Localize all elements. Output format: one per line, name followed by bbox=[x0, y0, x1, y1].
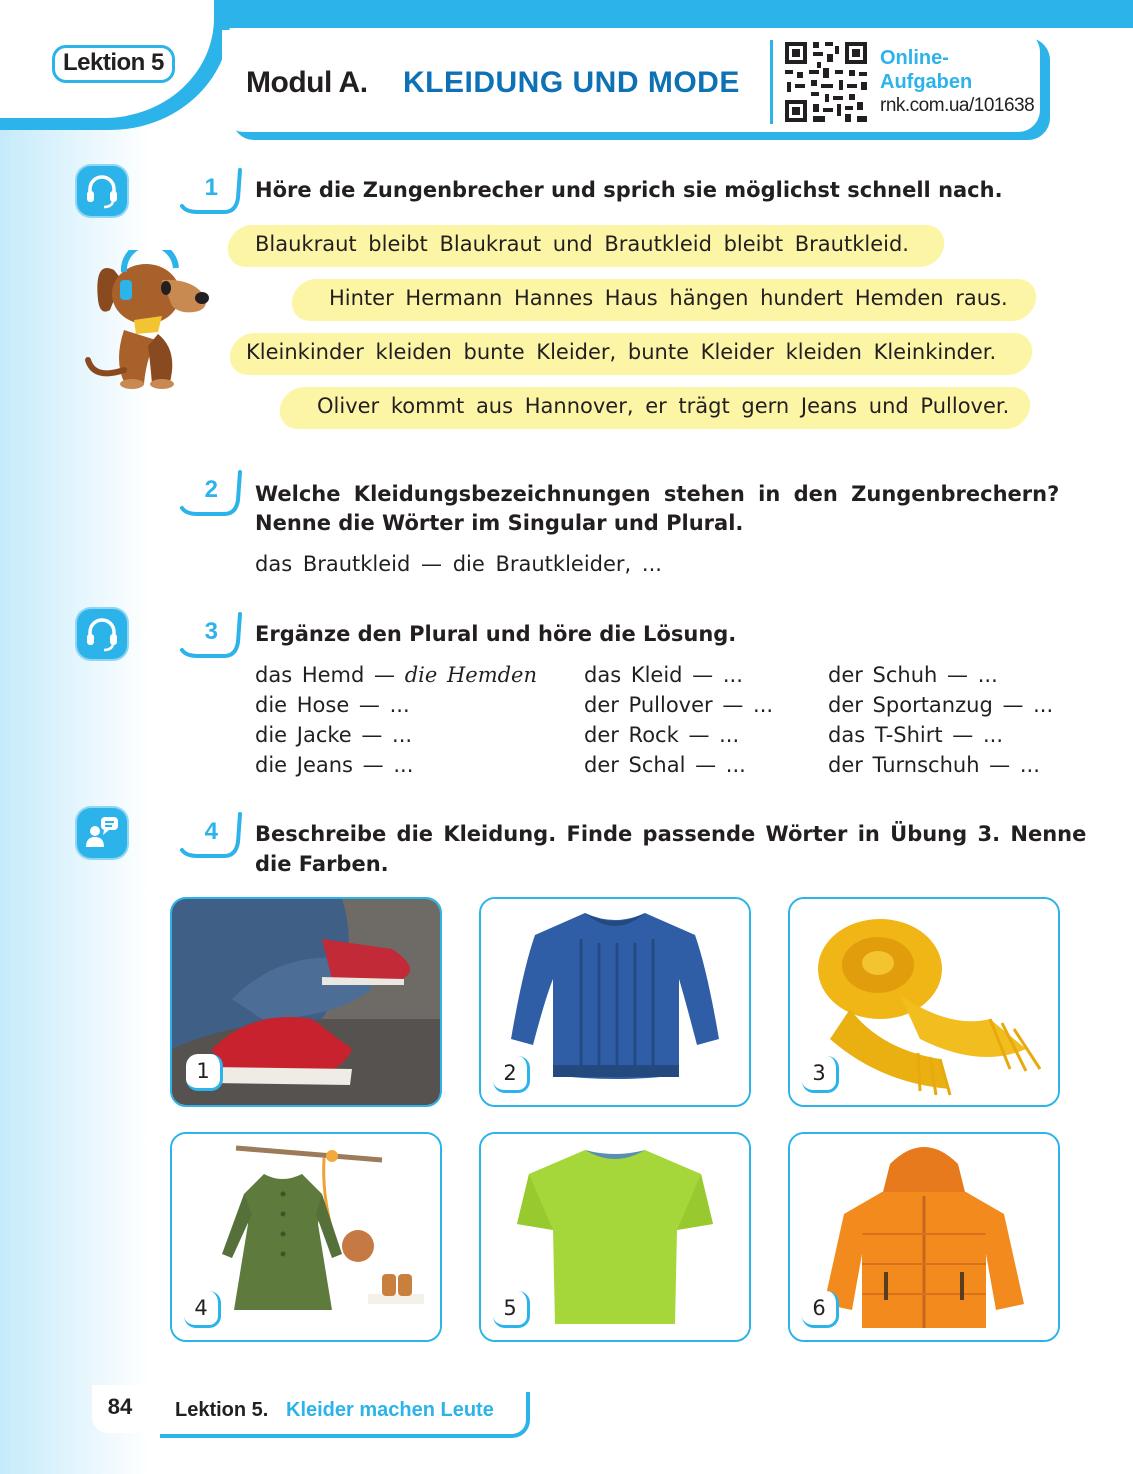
headphones-icon bbox=[77, 609, 127, 659]
list-item: der Rock — ... bbox=[584, 723, 740, 747]
module-title: KLEIDUNG UND MODE bbox=[403, 66, 740, 99]
tongue-twister-2: Hinter Hermann Hannes Haus hängen hundert Hemden raus. bbox=[329, 286, 1008, 310]
exercise-3-column-3 bbox=[828, 660, 1053, 780]
list-item: der Pullover — ... bbox=[584, 693, 774, 717]
exercise-number-3: 3 bbox=[180, 612, 240, 658]
photo-number-3: 3 bbox=[802, 1056, 839, 1093]
online-url-link[interactable]: rnk.com.ua/101638 bbox=[880, 95, 1035, 116]
tongue-twister-1: Blaukraut bleibt Blaukraut und Brautkleid bleibt Brautkleid. bbox=[255, 232, 909, 256]
exercise-number-2: 2 bbox=[180, 470, 240, 516]
exercise-4-instruction-line1: Beschreibe die Kleidung. Finde passende Wörter in Übung 3. Nenne bbox=[255, 822, 1087, 846]
photo-t-shirt bbox=[479, 1132, 751, 1342]
exercise-1-instruction: Höre die Zungenbrecher und sprich sie möglichst schnell nach. bbox=[255, 178, 1003, 202]
header-divider bbox=[770, 40, 773, 124]
tongue-twister-3: Kleinkinder kleiden bunte Kleider, bunte Kleider kleiden Kleinkinder. bbox=[246, 340, 997, 364]
list-item: das Kleid — ... bbox=[584, 663, 743, 687]
photo-sneakers bbox=[170, 897, 442, 1107]
photo-number-6: 6 bbox=[802, 1291, 839, 1328]
dog-mascot-illustration bbox=[84, 250, 214, 390]
list-item: der Turnschuh — ... bbox=[828, 753, 1040, 777]
photo-scarf bbox=[788, 897, 1060, 1107]
exercise-number-4: 4 bbox=[180, 812, 240, 858]
photo-number-2: 2 bbox=[493, 1056, 530, 1093]
exercise-2-example: das Brautkleid — die Brautkleider, ... bbox=[255, 552, 662, 576]
exercise-4-instruction-line2: die Farben. bbox=[255, 852, 389, 876]
footer-lektion: Lektion 5. bbox=[175, 1399, 269, 1421]
exercise-2-instruction-line2: Nenne die Wörter im Singular und Plural. bbox=[255, 511, 744, 535]
page-number: 84 bbox=[92, 1385, 148, 1433]
lektion-badge: Lektion 5 bbox=[52, 45, 175, 83]
exercise-number-1: 1 bbox=[180, 168, 240, 214]
photo-number-1: 1 bbox=[186, 1054, 223, 1091]
photo-number-4: 4 bbox=[184, 1291, 221, 1328]
exercise-3-instruction: Ergänze den Plural und höre die Lösung. bbox=[255, 622, 737, 646]
online-label-line2: Aufgaben bbox=[880, 71, 973, 93]
tongue-twister-4: Oliver kommt aus Hannover, er trägt gern Jeans und Pullover. bbox=[317, 394, 1010, 418]
online-label-line1: Online- bbox=[880, 47, 949, 69]
footer-title: Kleider machen Leute bbox=[286, 1399, 494, 1421]
list-item: das T-Shirt — ... bbox=[828, 723, 1004, 747]
photo-dress bbox=[170, 1132, 442, 1342]
list-item: die Jacke — ... bbox=[255, 723, 413, 747]
module-label: Modul A. bbox=[246, 66, 368, 99]
qr-code-icon[interactable] bbox=[783, 40, 869, 124]
headphones-icon bbox=[77, 166, 127, 216]
list-item: die Hose — ... bbox=[255, 693, 410, 717]
photo-pullover bbox=[479, 897, 751, 1107]
list-item: die Jeans — ... bbox=[255, 753, 414, 777]
list-item: der Sportanzug — ... bbox=[828, 693, 1054, 717]
exercise-3-column-1 bbox=[255, 660, 537, 780]
exercise-2-instruction-line1: Welche Kleidungsbezeichnungen stehen in den Zungenbrechern? bbox=[255, 482, 1060, 506]
list-item: das Hemd — die Hemden bbox=[255, 663, 537, 687]
exercise-3-column-2 bbox=[584, 660, 773, 780]
photo-number-5: 5 bbox=[493, 1291, 530, 1328]
list-item: der Schal — ... bbox=[584, 753, 746, 777]
list-item: der Schuh — ... bbox=[828, 663, 998, 687]
left-margin-strip bbox=[0, 0, 150, 1474]
handwritten-answer: die Hemden bbox=[404, 663, 537, 687]
speech-bubble-person-icon bbox=[77, 808, 127, 858]
photo-jacket bbox=[788, 1132, 1060, 1342]
